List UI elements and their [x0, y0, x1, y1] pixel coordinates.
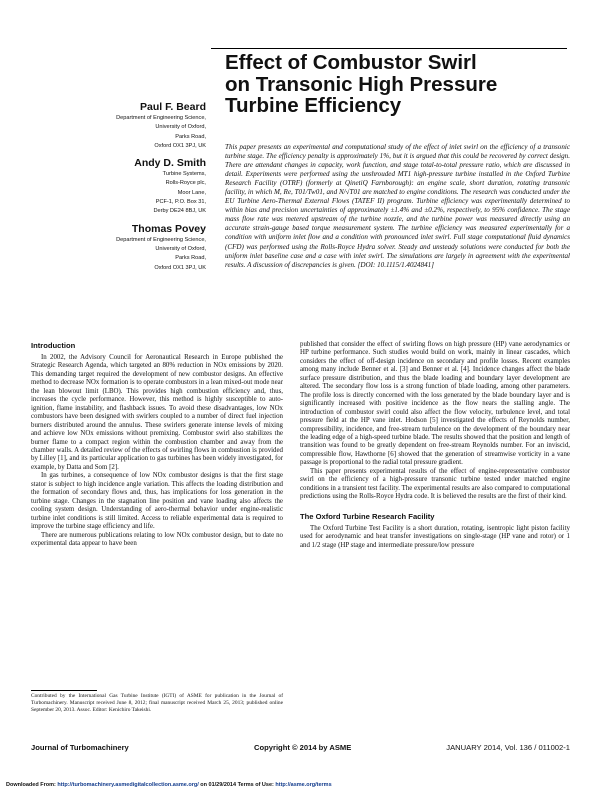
- footer-journal: Journal of Turbomachinery: [31, 743, 129, 752]
- download-prefix: Downloaded From:: [6, 782, 58, 788]
- body-paragraph: published that consider the effect of swirling flows on high pressure (HP) vane aerodynamics or HP turbine performance. Such studies would build on work, mainly in linear cascades, which considers the effect of off-design incidence on secondary and profile losses. Recent examples among many include Benner et al. [3] and Benner et al. [4]. Incidence changes affect the blade surface pressure distribution, and thus the blade loading and boundary layer development are altered. The secondary flow loss is a strong function of blade loading, among other parameters. The profile loss is directly concerned with the loss generated by the blade boundary layer and is significantly increased with positive incidence as the flow nears the stalling angle. The introduction of combustor swirl could also affect the flow velocity, turbulence level, and total pressure field at the HP vane inlet. Hodson [5] investigated the effects of Reynolds number, compressibility, incidence, and free-stream turbulence on the development of the boundary near the leading edge of a high-speed turbine blade. The results showed that the position and length of transition was found to be greatly dependent on free-stream Reynolds number. For an inviscid, compressible flow, Hawthorne [6] showed that the generation of streamwise vorticity in a vane passage is proportional to the radial total pressure gradient.: [300, 341, 570, 467]
- download-url-link[interactable]: http://turbomachinery.asmedigitalcollection.asme.org/: [57, 782, 199, 788]
- footer-issue: JANUARY 2014, Vol. 136 / 011002-1: [446, 743, 570, 752]
- author-list: [20, 100, 206, 278]
- affiliation-line: Turbine Systems,: [162, 171, 206, 178]
- download-notice: [6, 782, 332, 788]
- footer-copyright: Copyright © 2014 by ASME: [254, 743, 352, 752]
- affiliation-line: Parks Road,: [175, 133, 206, 140]
- body-paragraph: This paper presents experimental results of the effect of engine-representative combustor swirl on the efficiency of a high-pressure transonic turbine tested under matched engine conditions in a transient test facility. The experimental results are also compared to computational predictions using the Rolls-Royce Hydra code. It is believed the results are the first of their kind.: [300, 467, 570, 501]
- affiliation-line: Oxford OX1 3PJ, UK: [154, 142, 206, 149]
- body-paragraph: In 2002, the Advisory Council for Aeronautical Research in Europe published the Strategic Research Agenda, which targeted an 80% reduction in NOx emissions by 2020. This demanding target required the development of new combustor designs. An effective method to decrease NOx formation is to operate combustors in a lean mixed-out mode near the lean blowout limit (LBO). This provides high combustion efficiency and, thus, increases the cycle performance. However, this method is highly susceptible to auto-ignition, flame instability, and flashback issues. To avoid these disadvantages, low NOx combustors have been designed with swirlers coupled to a number of direct fuel injection burners distributed around the annulus. These swirlers generate intense levels of mixing and achieve low NOx emissions without premixing. Combustor swirl also stabilizes the burner flame to a compact region within the combustion chamber and away from the chamber walls. A detailed review of the effects of swirling flows in combustion is provided by Lilley [1], and its particular application to gas turbines has been widely investigated, for example, by Datta and Som [2].: [31, 354, 283, 471]
- title-line-2: on Transonic High Pressure: [225, 72, 498, 96]
- title-line-3: Turbine Efficiency: [225, 94, 402, 117]
- body-paragraph: In gas turbines, a consequence of low NOx combustor designs is that the first stage stator is subject to high incidence angle variation. This affects the loading distribution and the formation of secondary flows and, thus, has implications for loss generation in the turbine stage. Changes in the stagnation line position and vane loading also affects the cooling system design. Understanding of aero-thermal behavior under engine-realistic turbine inlet conditions is still limited. Access to reliable experimental data is required to improve the turbine stage efficiency and life.: [31, 472, 283, 531]
- right-column: [300, 341, 570, 550]
- body-paragraph: There are numerous publications relating to low NOx combustor design, but to date no experimental data appear to have been: [31, 531, 283, 547]
- author-name: Paul F. Beard: [140, 101, 206, 113]
- affiliation-line: Rolls-Royce plc,: [165, 180, 206, 187]
- section-heading-introduction: Introduction: [31, 341, 76, 350]
- download-middle: on 01/29/2014 Terms of Use:: [198, 782, 276, 788]
- affiliation-line: University of Oxford,: [155, 124, 206, 131]
- affiliation-line: Department of Engineering Science,: [116, 115, 206, 121]
- affiliation-line: University of Oxford,: [155, 245, 206, 252]
- author-block: [20, 156, 206, 216]
- affiliation-line: Oxford OX1 3PJ, UK: [154, 264, 206, 271]
- abstract: This paper presents an experimental and computational study of the effect of inlet swirl on the efficiency of a transonic turbine stage. The efficiency penalty is approximately 1%, but it is argued that this could be recovered by correct design. There are attendant changes in capacity, work function, and stage total-to-total pressure ratio, which are discussed in detail. Experiments were performed using the unshrouded MT1 high-pressure turbine installed in the Oxford Turbine Research Facility (OTRF) (formerly at QinetiQ Farnborough): an engine scale, short duration, rotating transonic facility, in which M, Re, T01/Tw01, and N/√T01 are matched to engine conditions. The research was conducted under the EU Turbine Aero-Thermal External Flows (TATEF II) program. Turbine efficiency was experimentally determined to within bias and precision uncertainties of approximately ±1.4% and ±0.2%, respectively, to 95% confidence. The stage mass flow rate was metered upstream of the turbine nozzle, and the turbine power was measured directly using an accurate strain-gauge based torque measurement system. The turbine efficiency was measured experimentally for a condition with uniform inlet flow and a condition with pronounced inlet swirl. Full stage computational fluid dynamics (CFD) was performed using the Rolls-Royce Hydra solver. Steady and unsteady solutions were conducted for both the uniform inlet baseline case and a case with inlet swirl. The simulations are largely in agreement with the experimental results. A discussion of discrepancies is given. [DOI: 10.1115/1.4024841]: [225, 143, 570, 269]
- affiliation-line: Department of Engineering Science,: [116, 236, 206, 243]
- affiliation-line: Parks Road,: [175, 255, 206, 262]
- footnote: Contributed by the International Gas Turbine Institute (IGTI) of ASME for publication in the Journal of Turbomachinery. Manuscript received June 8, 2012; final manuscript received March 25, 2013; published online September 20, 2013. Assoc. Editor: Kenichiro Takeishi.: [31, 693, 283, 713]
- author-block: [20, 222, 206, 273]
- terms-link[interactable]: http://asme.org/terms: [275, 782, 332, 788]
- author-name: Andy D. Smith: [134, 157, 206, 170]
- author-name: Thomas Povey: [131, 222, 206, 235]
- footnote-rule: [31, 690, 97, 691]
- affiliation-line: Moor Lane,: [177, 189, 206, 196]
- body-paragraph: The Oxford Turbine Test Facility is a short duration, rotating, isentropic light piston facility used for aerodynamic and heat transfer investigations on single-stage (HP vane and rotor) or 1 and 1/2 stage (HP stage and intermediate pressure/low pressure: [300, 524, 570, 549]
- author-block: [20, 100, 206, 151]
- left-column: [31, 341, 283, 548]
- paper-title: [225, 52, 570, 117]
- section-heading-facility: The Oxford Turbine Research Facility: [300, 511, 435, 521]
- title-line-1: Effect of Combustor Swirl: [225, 51, 477, 74]
- affiliation-line: Derby DE24 8BJ, UK: [153, 208, 206, 215]
- affiliation-line: PCF-1, P.O. Box 31,: [155, 199, 206, 206]
- title-rule: [211, 48, 567, 49]
